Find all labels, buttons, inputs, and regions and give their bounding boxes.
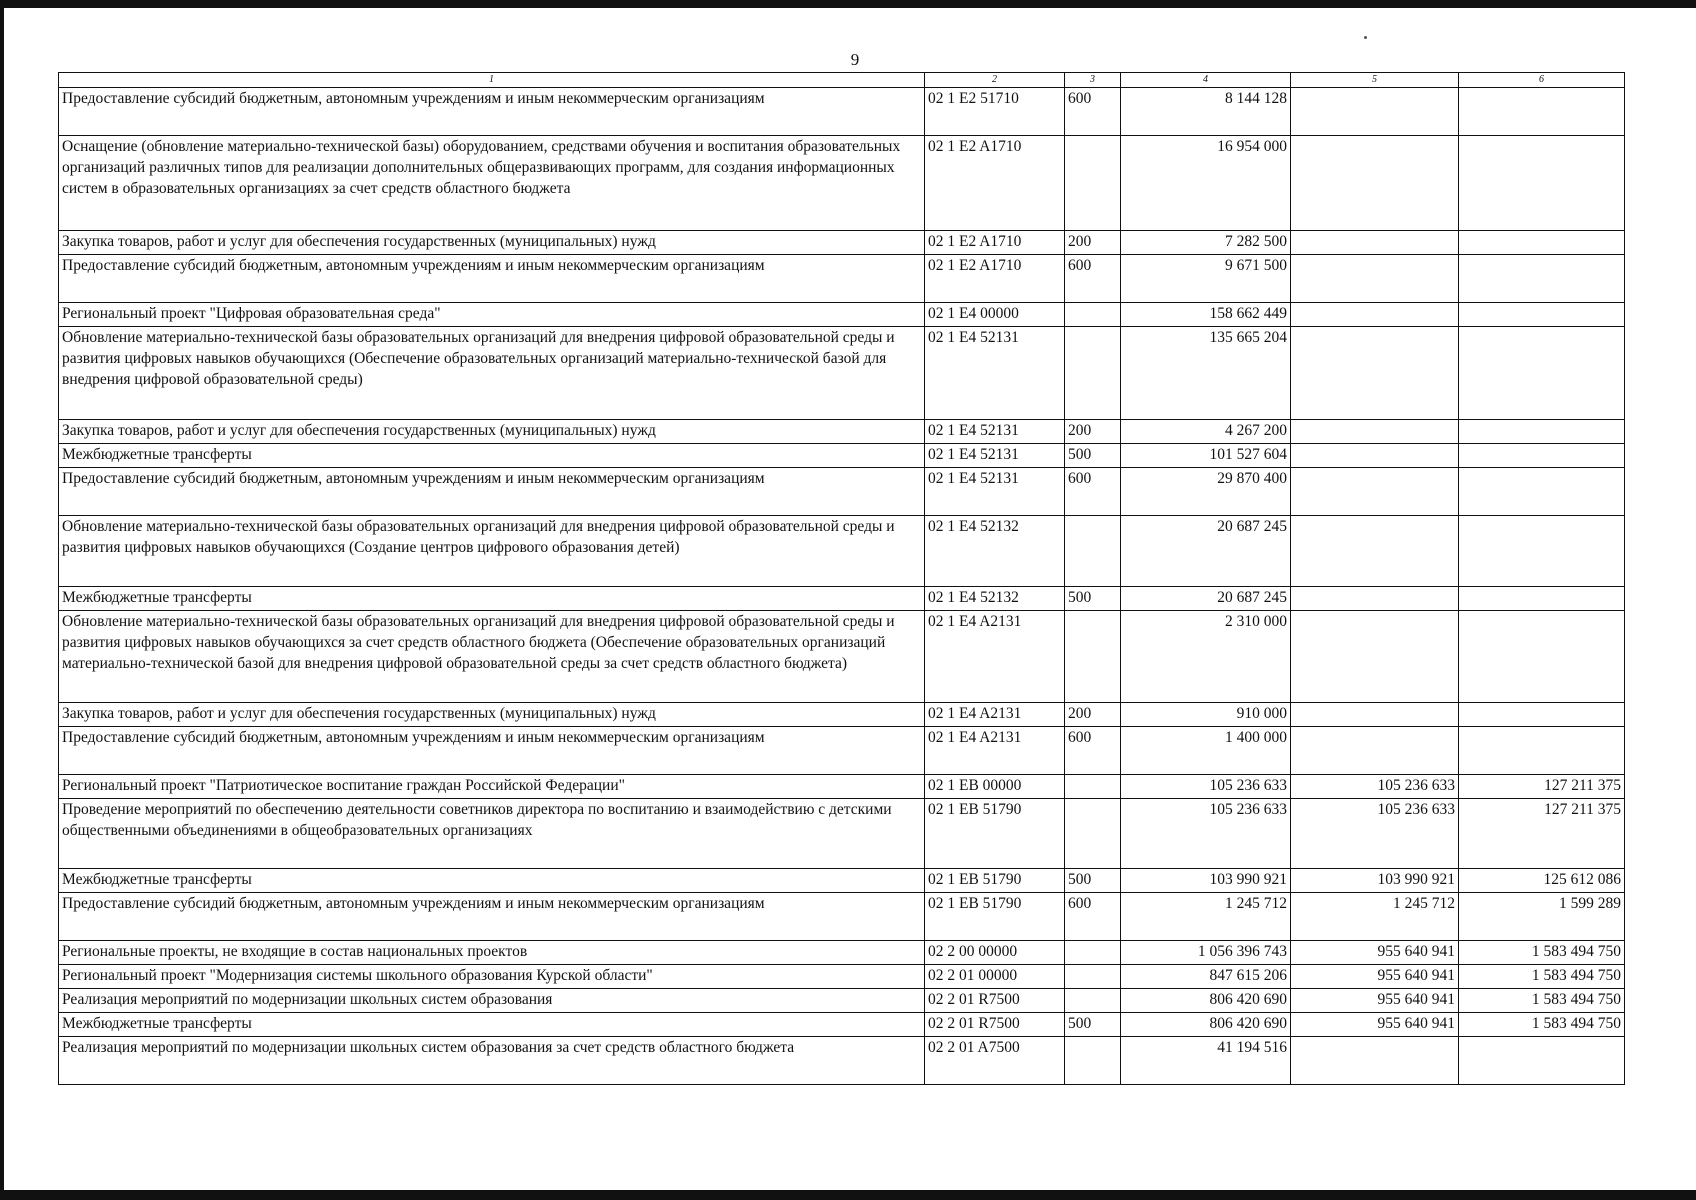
column-header-row [59,73,1625,88]
row-sum-col5 [1291,303,1459,327]
row-expense-type [1065,1037,1121,1085]
table-row [59,255,1625,303]
table-row [59,965,1625,989]
row-sum-col4: 910 000 [1121,703,1291,727]
table-row [59,327,1625,420]
column-header-6: 6 [1459,73,1625,88]
row-code: 02 2 00 00000 [925,941,1065,965]
row-name: Межбюджетные трансферты [59,1013,925,1037]
table-row [59,869,1625,893]
row-sum-col5 [1291,611,1459,703]
row-name: Реализация мероприятий по модернизации школьных систем образования [59,989,925,1013]
table-row [59,88,1625,136]
row-expense-type: 600 [1065,893,1121,941]
row-name: Предоставление субсидий бюджетным, автономным учреждениям и иным некоммерческим организациям [59,727,925,775]
row-expense-type [1065,989,1121,1013]
table-row [59,231,1625,255]
row-name: Проведение мероприятий по обеспечению деятельности советников директора по воспитанию и взаимодействию с детскими общественными объединениями в общеобразовательных организациях [59,799,925,869]
table-row [59,727,1625,775]
row-expense-type: 600 [1065,88,1121,136]
row-code: 02 1 E4 52132 [925,587,1065,611]
row-expense-type: 600 [1065,468,1121,516]
row-name: Региональный проект "Модернизация системы школьного образования Курской области" [59,965,925,989]
row-sum-col6 [1459,444,1625,468]
column-header-3: 3 [1065,73,1121,88]
row-sum-col5: 105 236 633 [1291,799,1459,869]
row-sum-col5 [1291,231,1459,255]
row-code: 02 1 E4 A2131 [925,727,1065,775]
row-sum-col5 [1291,136,1459,231]
row-sum-col6 [1459,303,1625,327]
scan-speck [1364,36,1367,39]
row-sum-col4: 41 194 516 [1121,1037,1291,1085]
row-sum-col6 [1459,727,1625,775]
row-code: 02 1 E4 52131 [925,444,1065,468]
row-sum-col6: 1 583 494 750 [1459,941,1625,965]
row-sum-col5 [1291,88,1459,136]
row-sum-col4: 101 527 604 [1121,444,1291,468]
row-sum-col5 [1291,727,1459,775]
row-sum-col4: 16 954 000 [1121,136,1291,231]
table-row [59,303,1625,327]
row-expense-type [1065,775,1121,799]
row-code: 02 1 EB 51790 [925,799,1065,869]
row-sum-col4: 806 420 690 [1121,1013,1291,1037]
table-row [59,703,1625,727]
row-expense-type: 500 [1065,444,1121,468]
row-code: 02 1 EB 51790 [925,893,1065,941]
row-sum-col4: 847 615 206 [1121,965,1291,989]
row-sum-col4: 103 990 921 [1121,869,1291,893]
row-code: 02 1 E4 00000 [925,303,1065,327]
row-expense-type: 200 [1065,703,1121,727]
row-name: Межбюджетные трансферты [59,869,925,893]
row-expense-type: 200 [1065,420,1121,444]
row-expense-type [1065,327,1121,420]
column-header-4: 4 [1121,73,1291,88]
row-name: Оснащение (обновление материально-технической базы) оборудованием, средствами обучения и воспитания образовательных организаций различных типов для реализации дополнительных общеразвивающих программ, для создания информационных систем в образовательных организациях за счет средств областного бюджета [59,136,925,231]
row-name: Обновление материально-технической базы образовательных организаций для внедрения цифровой образовательной среды и развития цифровых навыков обучающихся (Создание центров цифрового образования детей) [59,516,925,587]
row-sum-col5 [1291,516,1459,587]
row-sum-col5 [1291,255,1459,303]
row-sum-col4: 7 282 500 [1121,231,1291,255]
row-sum-col4: 20 687 245 [1121,587,1291,611]
table-row [59,775,1625,799]
row-code: 02 1 E4 A2131 [925,611,1065,703]
table-row [59,444,1625,468]
row-sum-col5 [1291,444,1459,468]
row-name: Межбюджетные трансферты [59,444,925,468]
row-expense-type [1065,303,1121,327]
scan-border-top [0,0,1696,8]
row-sum-col6 [1459,611,1625,703]
row-sum-col6 [1459,231,1625,255]
row-code: 02 1 E2 A1710 [925,255,1065,303]
row-name: Региональные проекты, не входящие в состав национальных проектов [59,941,925,965]
row-sum-col4: 4 267 200 [1121,420,1291,444]
row-sum-col4: 105 236 633 [1121,775,1291,799]
row-sum-col6: 127 211 375 [1459,799,1625,869]
row-name: Предоставление субсидий бюджетным, автономным учреждениям и иным некоммерческим организациям [59,468,925,516]
row-sum-col6: 1 599 289 [1459,893,1625,941]
row-sum-col5 [1291,703,1459,727]
row-name: Межбюджетные трансферты [59,587,925,611]
row-code: 02 1 E4 A2131 [925,703,1065,727]
row-sum-col5: 955 640 941 [1291,1013,1459,1037]
scan-border-bottom [0,1190,1696,1200]
row-sum-col6 [1459,468,1625,516]
row-name: Реализация мероприятий по модернизации школьных систем образования за счет средств областного бюджета [59,1037,925,1085]
table-row [59,611,1625,703]
row-name: Предоставление субсидий бюджетным, автономным учреждениям и иным некоммерческим организациям [59,88,925,136]
row-expense-type: 200 [1065,231,1121,255]
row-sum-col4: 2 310 000 [1121,611,1291,703]
row-name: Обновление материально-технической базы образовательных организаций для внедрения цифровой образовательной среды и развития цифровых навыков обучающихся (Обеспечение образовательных организаций материально-технической базой для внедрения цифровой образовательной среды) [59,327,925,420]
row-expense-type: 500 [1065,869,1121,893]
row-sum-col5 [1291,327,1459,420]
row-code: 02 1 E4 52131 [925,468,1065,516]
row-sum-col6 [1459,136,1625,231]
row-sum-col5: 103 990 921 [1291,869,1459,893]
row-name: Предоставление субсидий бюджетным, автономным учреждениям и иным некоммерческим организациям [59,893,925,941]
row-sum-col4: 135 665 204 [1121,327,1291,420]
row-code: 02 1 E2 A1710 [925,231,1065,255]
row-sum-col4: 105 236 633 [1121,799,1291,869]
row-expense-type: 500 [1065,587,1121,611]
row-expense-type [1065,136,1121,231]
table-row [59,136,1625,231]
row-code: 02 1 E2 A1710 [925,136,1065,231]
row-sum-col5 [1291,1037,1459,1085]
row-sum-col5 [1291,420,1459,444]
table-row [59,1013,1625,1037]
row-name: Закупка товаров, работ и услуг для обеспечения государственных (муниципальных) нужд [59,420,925,444]
page-number: 9 [850,50,860,69]
row-sum-col6: 125 612 086 [1459,869,1625,893]
column-header-2: 2 [925,73,1065,88]
column-header-1: 1 [59,73,925,88]
row-code: 02 2 01 R7500 [925,1013,1065,1037]
row-sum-col4: 158 662 449 [1121,303,1291,327]
row-sum-col5 [1291,587,1459,611]
row-sum-col6 [1459,88,1625,136]
row-sum-col6 [1459,255,1625,303]
scan-border-left [0,0,4,1200]
row-sum-col4: 29 870 400 [1121,468,1291,516]
row-sum-col6 [1459,1037,1625,1085]
table-row [59,1037,1625,1085]
table-row [59,516,1625,587]
row-code: 02 1 EB 00000 [925,775,1065,799]
row-sum-col6 [1459,587,1625,611]
row-code: 02 1 E4 52131 [925,327,1065,420]
row-expense-type: 600 [1065,727,1121,775]
column-header-5: 5 [1291,73,1459,88]
row-sum-col6 [1459,516,1625,587]
row-sum-col4: 1 056 396 743 [1121,941,1291,965]
row-name: Закупка товаров, работ и услуг для обеспечения государственных (муниципальных) нужд [59,703,925,727]
row-expense-type [1065,799,1121,869]
table-row [59,893,1625,941]
row-code: 02 1 E4 52131 [925,420,1065,444]
table-row [59,420,1625,444]
table-row [59,799,1625,869]
row-sum-col4: 8 144 128 [1121,88,1291,136]
row-sum-col4: 20 687 245 [1121,516,1291,587]
row-sum-col6: 1 583 494 750 [1459,989,1625,1013]
table-row [59,468,1625,516]
row-sum-col5 [1291,468,1459,516]
row-expense-type [1065,516,1121,587]
row-code: 02 1 E4 52132 [925,516,1065,587]
row-sum-col6 [1459,327,1625,420]
row-sum-col4: 1 400 000 [1121,727,1291,775]
table-row [59,587,1625,611]
row-name: Обновление материально-технической базы образовательных организаций для внедрения цифровой образовательной среды и развития цифровых навыков обучающихся за счет средств областного бюджета (Обеспечение образовательных организаций материально-технической базой для внедрения цифровой образовательной среды за счет средств областного бюджета) [59,611,925,703]
row-code: 02 2 01 A7500 [925,1037,1065,1085]
row-name: Региональный проект "Цифровая образовательная среда" [59,303,925,327]
row-name: Региональный проект "Патриотическое воспитание граждан Российской Федерации" [59,775,925,799]
budget-table [58,72,1625,1085]
row-expense-type: 500 [1065,1013,1121,1037]
row-sum-col5: 955 640 941 [1291,965,1459,989]
row-sum-col6: 127 211 375 [1459,775,1625,799]
row-code: 02 1 E2 51710 [925,88,1065,136]
row-expense-type [1065,611,1121,703]
row-code: 02 2 01 R7500 [925,989,1065,1013]
row-expense-type [1065,965,1121,989]
row-name: Предоставление субсидий бюджетным, автономным учреждениям и иным некоммерческим организациям [59,255,925,303]
row-expense-type: 600 [1065,255,1121,303]
row-sum-col4: 1 245 712 [1121,893,1291,941]
row-code: 02 1 EB 51790 [925,869,1065,893]
row-sum-col6 [1459,420,1625,444]
row-sum-col5: 105 236 633 [1291,775,1459,799]
row-sum-col6 [1459,703,1625,727]
row-sum-col5: 955 640 941 [1291,989,1459,1013]
row-name: Закупка товаров, работ и услуг для обеспечения государственных (муниципальных) нужд [59,231,925,255]
row-sum-col6: 1 583 494 750 [1459,1013,1625,1037]
row-sum-col5: 955 640 941 [1291,941,1459,965]
row-sum-col4: 806 420 690 [1121,989,1291,1013]
row-sum-col5: 1 245 712 [1291,893,1459,941]
row-sum-col4: 9 671 500 [1121,255,1291,303]
table-row [59,989,1625,1013]
table-row [59,941,1625,965]
row-expense-type [1065,941,1121,965]
row-code: 02 2 01 00000 [925,965,1065,989]
row-sum-col6: 1 583 494 750 [1459,965,1625,989]
